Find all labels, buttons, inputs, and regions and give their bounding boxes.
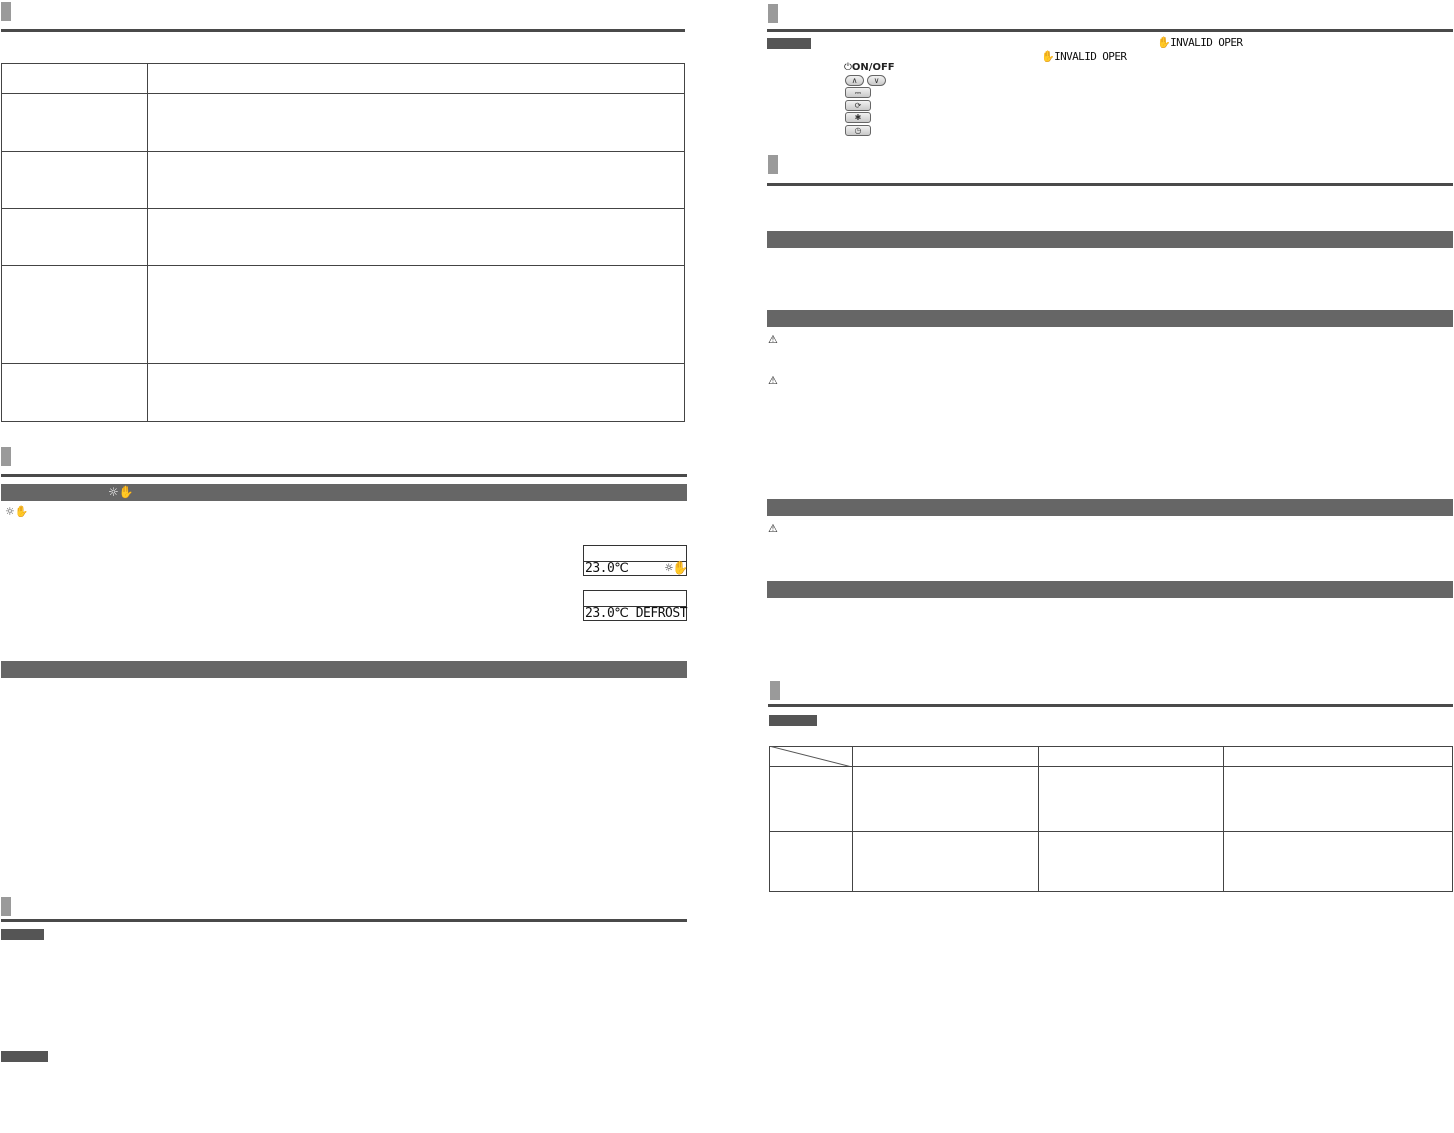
on-off-button-label [844, 62, 895, 73]
info-table-2-column-divider [1223, 746, 1224, 892]
power-icon: ⏻ [844, 62, 852, 73]
warning-triangle-icon: ⚠ [768, 374, 778, 387]
info-table-1 [1, 63, 685, 422]
chevron-down-icon: ∨ [873, 76, 880, 85]
swing-icon: ⟳ [854, 101, 862, 110]
section-tab-c [770, 681, 780, 700]
info-table-1-row-divider [1, 151, 685, 152]
section-tab-b [768, 155, 778, 174]
mode-button[interactable] [845, 87, 871, 98]
fan-button[interactable] [845, 112, 871, 123]
info-table-2-column-divider [1038, 746, 1039, 892]
section-rule-c [768, 704, 1453, 707]
temp-up-button[interactable] [845, 75, 864, 86]
subsection-bar-2 [1, 661, 687, 678]
note-tag [1, 1051, 48, 1062]
section-tab-3 [1, 897, 11, 916]
lcd-display-heating [583, 545, 687, 576]
mode-icon: ⎓ [854, 88, 862, 97]
table-2-header-diagonal [769, 746, 852, 767]
subsection-bar-b3 [767, 499, 1453, 516]
section-rule-3 [1, 919, 687, 922]
note-tag [767, 38, 811, 49]
heating-subsection-bar [1, 484, 687, 501]
lcd-top-line [584, 546, 686, 562]
lcd-display-defrost [583, 590, 687, 621]
info-table-1-row-divider [1, 208, 685, 209]
swing-button[interactable] [845, 100, 871, 111]
invalid-oper-message: ✋INVALID OPER [1157, 36, 1243, 49]
section-rule-1 [1, 29, 685, 32]
note-tag [1, 929, 44, 940]
sun-hand-icon: ☼✋ [108, 485, 134, 499]
on-off-text-on: ON/O [851, 62, 881, 73]
section-rule-b [767, 183, 1453, 186]
info-table-2-column-divider [852, 746, 853, 892]
subsection-bar-b4 [767, 581, 1453, 598]
info-table-1-row-divider [1, 93, 685, 94]
section-tab-2 [1, 447, 11, 466]
info-table-2-row-divider [769, 831, 1453, 832]
subsection-bar-b2 [767, 310, 1453, 327]
timer-button[interactable] [845, 125, 871, 136]
fan-icon: ✱ [854, 113, 862, 122]
subsection-bar-b1 [767, 231, 1453, 248]
warning-triangle-icon: ⚠ [768, 333, 778, 346]
section-tab-a [768, 4, 778, 23]
note-tag [769, 715, 817, 726]
temp-down-button[interactable] [867, 75, 886, 86]
lcd-top-line [584, 591, 686, 607]
info-table-1-row-divider [1, 265, 685, 266]
lcd-text: 23.0℃ DEFROST [585, 606, 688, 621]
info-table-2 [769, 746, 1453, 892]
section-rule-2 [1, 474, 687, 477]
invalid-oper-message: ✋INVALID OPER [1041, 50, 1127, 63]
diagonal-line [769, 746, 852, 767]
on-off-text-off: FF [880, 62, 895, 73]
heat-hand-icons [108, 484, 134, 501]
info-table-1-row-divider [1, 363, 685, 364]
sun-hand-icon: ☼✋ [5, 505, 29, 518]
section-rule-a [767, 29, 1453, 32]
info-table-1-column-divider [147, 63, 148, 422]
chevron-up-icon: ∧ [851, 76, 858, 85]
timer-icon: ◷ [854, 126, 862, 135]
section-tab-1 [1, 2, 11, 21]
heat-hand-inline-icons [5, 505, 29, 518]
info-table-2-row-divider [769, 766, 1453, 767]
lcd-text: 23.0℃ ☼✋ [585, 561, 689, 576]
warning-triangle-icon: ⚠ [768, 522, 778, 535]
